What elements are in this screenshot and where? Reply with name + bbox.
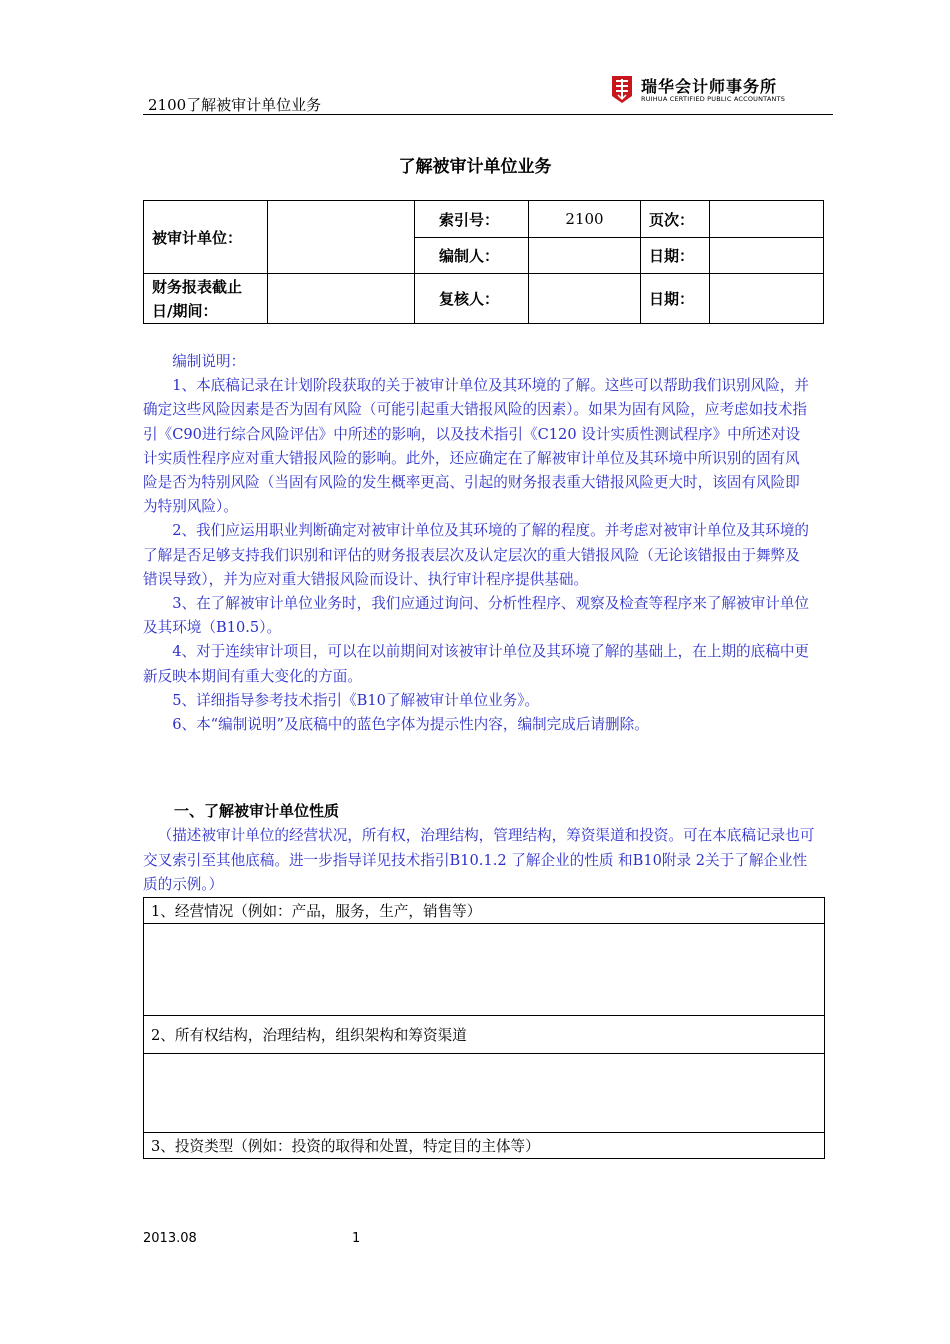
notes-heading: 编制说明： bbox=[172, 353, 246, 370]
info-table bbox=[143, 200, 824, 324]
review-date-label: 日期： bbox=[641, 274, 710, 324]
page-label: 页次： bbox=[641, 201, 710, 238]
footer-date: 2013.08 bbox=[143, 1231, 197, 1246]
row-content-operations[interactable] bbox=[144, 924, 825, 1016]
footer-page-number: 1 bbox=[352, 1231, 361, 1246]
prep-date-label: 日期： bbox=[641, 238, 710, 274]
note-item: 4、对于连续审计项目，可以在以前期间对该被审计单位及其环境了解的基础上，在上期的底稿中更新反映本期间有重大变化的方面。 bbox=[143, 643, 810, 685]
section-description: （描述被审计单位的经营状况，所有权，治理结构，管理结构，筹资渠道和投资。可在本底稿记录也可交叉索引至其他底稿。进一步指导详见技术指引B10.1.2 了解企业的性质 和B10附录 2关于了解企业性质的示例。） bbox=[143, 827, 815, 893]
preparer-label: 编制人： bbox=[415, 238, 529, 274]
reviewer-value[interactable] bbox=[529, 274, 641, 324]
period-label: 财务报表截止日/期间： bbox=[144, 274, 268, 324]
review-date-value[interactable] bbox=[710, 274, 824, 324]
header-rule bbox=[143, 114, 833, 115]
note-item: 3、在了解被审计单位业务时，我们应通过询问、分析性程序、观察及检查等程序来了解被审计单位及其环境（B10.5）。 bbox=[143, 595, 810, 637]
preparer-value[interactable] bbox=[529, 238, 641, 274]
page-value[interactable] bbox=[710, 201, 824, 238]
row-label-investment: 3、投资类型（例如：投资的取得和处置，特定目的主体等） bbox=[144, 1133, 825, 1159]
row-label-ownership: 2、所有权结构，治理结构，组织架构和筹资渠道 bbox=[144, 1016, 825, 1054]
page-title: 了解被审计单位业务 bbox=[398, 157, 552, 177]
firm-name-cn: 瑞华会计师事务所 bbox=[641, 77, 778, 96]
section-heading: 一、了解被审计单位性质 bbox=[174, 802, 340, 820]
preparation-notes bbox=[143, 350, 813, 737]
document-code: 2100了解被审计单位业务 bbox=[148, 96, 322, 114]
row-label-operations: 1、经营情况（例如：产品，服务，生产，销售等） bbox=[144, 898, 825, 924]
ruihua-logo-icon bbox=[609, 74, 635, 104]
nature-table bbox=[143, 897, 825, 1159]
auditee-value[interactable] bbox=[268, 201, 415, 274]
note-item: 1、本底稿记录在计划阶段获取的关于被审计单位及其环境的了解。这些可以帮助我们识别风险，并确定这些风险因素是否为固有风险（可能引起重大错报风险的因素）。如果为固有风险，应考虑如技术指引《C90进行综合风险评估》中所述的影响，以及技术指引《C120 设计实质性测试程序》中所述对设计实质性程序应对重大错报风险的影响。此外，还应确定在了解被审计单位及其环境中所识别的固有风险是否为特别风险（当固有风险的发生概率更高、引起的财务报表重大错报风险更大时，该固有风险即为特别风险）。 bbox=[143, 377, 810, 516]
auditee-label: 被审计单位： bbox=[144, 201, 268, 274]
note-item: 5、详细指导参考技术指引《B10了解被审计单位业务》。 bbox=[172, 691, 540, 709]
period-value[interactable] bbox=[268, 274, 415, 324]
row-content-ownership[interactable] bbox=[144, 1054, 825, 1133]
note-item: 2、我们应运用职业判断确定对被审计单位及其环境的了解的程度。并考虑对被审计单位及其环境的了解是否足够支持我们识别和评估的财务报表层次及认定层次的重大错报风险（无论该错报由于舞弊及错误导致），并为应对重大错报风险而设计、执行审计程序提供基础。 bbox=[143, 522, 810, 588]
firm-name-en: RUIHUA CERTIFIED PUBLIC ACCOUNTANTS bbox=[641, 95, 786, 103]
note-item: 6、本“编制说明”及底稿中的蓝色字体为提示性内容，编制完成后请删除。 bbox=[172, 716, 649, 734]
reviewer-label: 复核人： bbox=[415, 274, 529, 324]
prep-date-value[interactable] bbox=[710, 238, 824, 274]
index-value[interactable]: 2100 bbox=[529, 201, 641, 238]
index-label: 索引号： bbox=[415, 201, 529, 238]
